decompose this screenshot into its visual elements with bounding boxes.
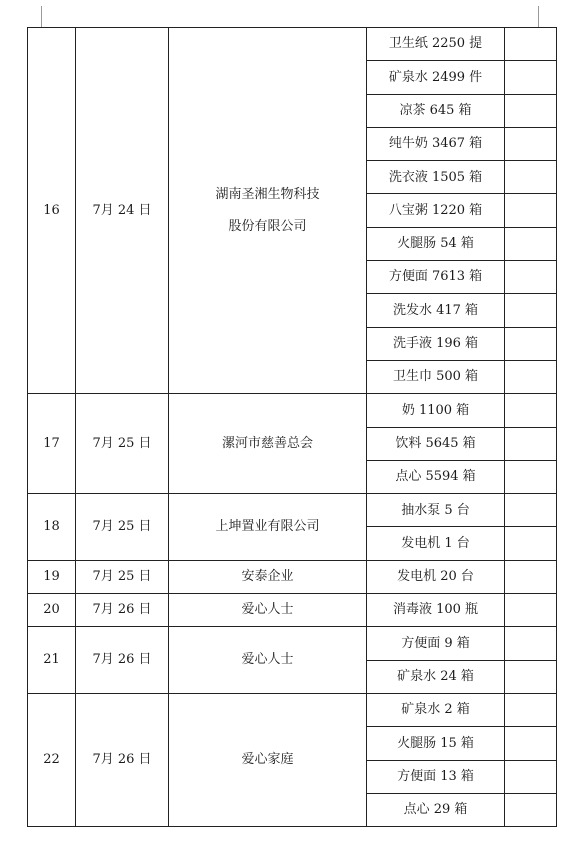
item-cell: 饮料 5645 箱 — [367, 427, 505, 460]
note-cell — [505, 560, 557, 593]
item-cell: 方便面 13 箱 — [367, 760, 505, 793]
note-cell — [505, 494, 557, 527]
note-cell — [505, 427, 557, 460]
item-cell: 卫生纸 2250 提 — [367, 28, 505, 61]
row-donor: 爱心人士 — [169, 594, 367, 627]
row-date: 7月 25 日 — [76, 394, 169, 494]
row-donor — [169, 28, 367, 394]
note-cell — [505, 660, 557, 693]
item-cell: 矿泉水 2499 件 — [367, 61, 505, 94]
item-cell: 八宝粥 1220 箱 — [367, 194, 505, 227]
row-number: 16 — [28, 28, 76, 394]
note-cell — [505, 327, 557, 360]
item-cell: 洗发水 417 箱 — [367, 294, 505, 327]
table-row — [28, 394, 557, 427]
row-number: 22 — [28, 693, 76, 826]
table-row — [28, 627, 557, 660]
row-date: 7月 25 日 — [76, 560, 169, 593]
item-cell: 方便面 7613 箱 — [367, 261, 505, 294]
note-cell — [505, 360, 557, 393]
row-donor: 爱心家庭 — [169, 693, 367, 826]
row-number: 21 — [28, 627, 76, 694]
table-row — [28, 594, 557, 627]
note-cell — [505, 760, 557, 793]
note-cell — [505, 61, 557, 94]
crop-mark-right — [538, 6, 539, 28]
row-donor: 上坤置业有限公司 — [169, 494, 367, 561]
donor-line: 湖南圣湘生物科技 — [215, 186, 320, 202]
item-cell: 发电机 20 台 — [367, 560, 505, 593]
row-number: 18 — [28, 494, 76, 561]
donation-table — [27, 27, 557, 827]
note-cell — [505, 294, 557, 327]
item-cell: 发电机 1 台 — [367, 527, 505, 560]
note-cell — [505, 793, 557, 826]
note-cell — [505, 28, 557, 61]
row-number: 20 — [28, 594, 76, 627]
row-donor: 爱心人士 — [169, 627, 367, 694]
note-cell — [505, 727, 557, 760]
note-cell — [505, 94, 557, 127]
note-cell — [505, 227, 557, 260]
row-date: 7月 25 日 — [76, 494, 169, 561]
note-cell — [505, 127, 557, 160]
item-cell: 奶 1100 箱 — [367, 394, 505, 427]
item-cell: 火腿肠 54 箱 — [367, 227, 505, 260]
item-cell: 点心 5594 箱 — [367, 460, 505, 493]
item-cell: 纯牛奶 3467 箱 — [367, 127, 505, 160]
donation-table-body — [28, 28, 557, 827]
note-cell — [505, 460, 557, 493]
crop-mark-left — [41, 6, 42, 28]
note-cell — [505, 161, 557, 194]
item-cell: 卫生巾 500 箱 — [367, 360, 505, 393]
donor-line: 股份有限公司 — [228, 218, 307, 234]
item-cell: 抽水泵 5 台 — [367, 494, 505, 527]
note-cell — [505, 394, 557, 427]
note-cell — [505, 693, 557, 726]
row-date: 7月 26 日 — [76, 693, 169, 826]
row-date: 7月 24 日 — [76, 28, 169, 394]
table-row — [28, 693, 557, 726]
item-cell: 消毒液 100 瓶 — [367, 594, 505, 627]
item-cell: 洗手液 196 箱 — [367, 327, 505, 360]
item-cell: 洗衣液 1505 箱 — [367, 161, 505, 194]
item-cell: 方便面 9 箱 — [367, 627, 505, 660]
row-donor: 安泰企业 — [169, 560, 367, 593]
row-number: 17 — [28, 394, 76, 494]
item-cell: 凉茶 645 箱 — [367, 94, 505, 127]
note-cell — [505, 527, 557, 560]
row-date: 7月 26 日 — [76, 627, 169, 694]
note-cell — [505, 194, 557, 227]
row-number: 19 — [28, 560, 76, 593]
table-row — [28, 494, 557, 527]
item-cell: 火腿肠 15 箱 — [367, 727, 505, 760]
item-cell: 矿泉水 2 箱 — [367, 693, 505, 726]
row-donor: 漯河市慈善总会 — [169, 394, 367, 494]
item-cell: 矿泉水 24 箱 — [367, 660, 505, 693]
table-row — [28, 560, 557, 593]
item-cell: 点心 29 箱 — [367, 793, 505, 826]
table-row — [28, 28, 557, 61]
note-cell — [505, 594, 557, 627]
note-cell — [505, 261, 557, 294]
note-cell — [505, 627, 557, 660]
row-date: 7月 26 日 — [76, 594, 169, 627]
